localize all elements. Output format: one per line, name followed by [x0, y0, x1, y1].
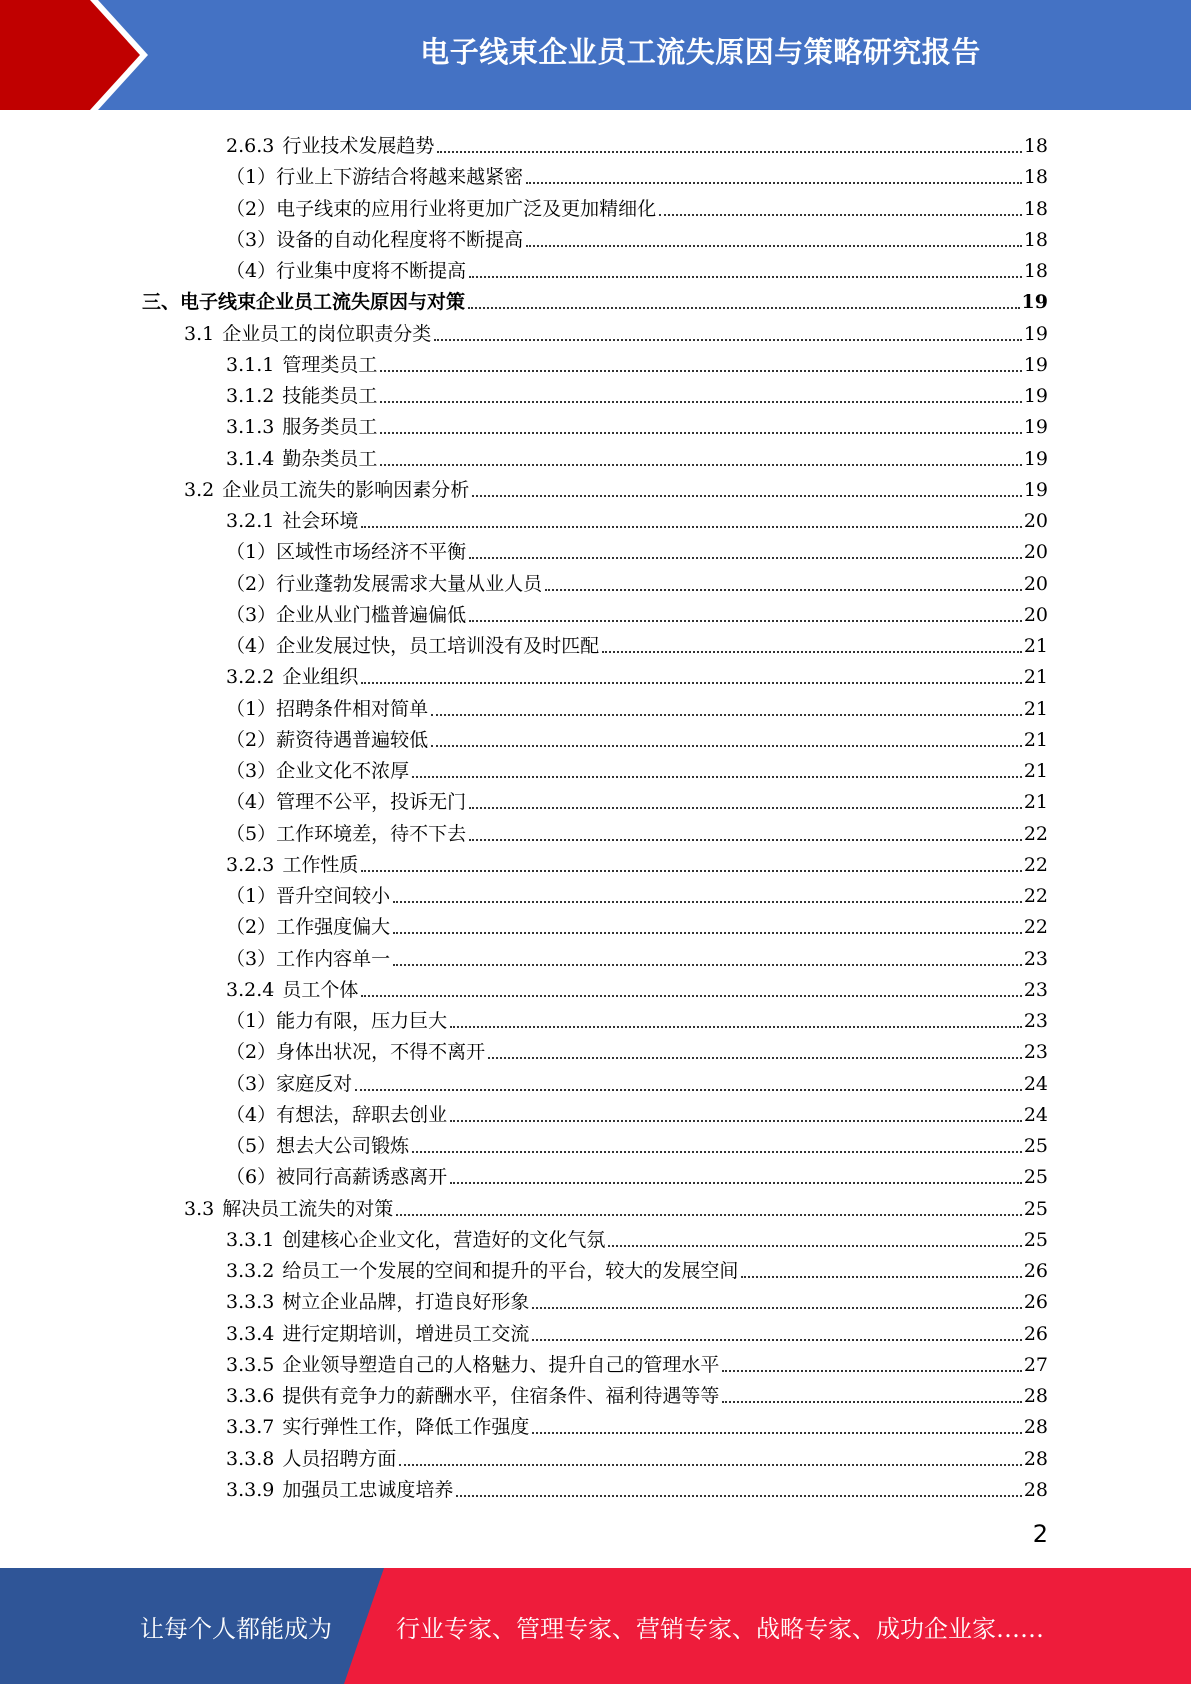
toc-entry-page: 28 — [1023, 1416, 1048, 1439]
toc-entry-page: 24 — [1023, 1103, 1048, 1126]
toc-entry-title: （5）想去大公司锻炼 — [226, 1135, 410, 1157]
toc-entry[interactable] — [226, 596, 1048, 627]
toc-entry-number: 3.3 — [184, 1197, 215, 1220]
toc-entry[interactable] — [184, 471, 1048, 502]
toc-entry-page: 28 — [1023, 1447, 1048, 1470]
toc-entry-number: 3.3.1 — [226, 1228, 275, 1251]
toc-entry[interactable] — [226, 533, 1048, 564]
toc-entry[interactable] — [142, 283, 1048, 314]
toc-entry-page: 21 — [1023, 791, 1048, 814]
toc-dot-leader — [434, 339, 1022, 341]
toc-dot-leader — [361, 870, 1021, 872]
toc-entry-page: 22 — [1023, 916, 1048, 939]
toc-entry[interactable] — [226, 721, 1048, 752]
toc-entry-page: 19 — [1023, 322, 1048, 345]
toc-dot-leader — [412, 776, 1022, 778]
toc-entry[interactable] — [226, 1408, 1048, 1439]
toc-entry[interactable] — [226, 158, 1048, 189]
toc-entry-page: 18 — [1023, 228, 1048, 251]
toc-entry[interactable] — [226, 908, 1048, 939]
toc-entry[interactable] — [226, 252, 1048, 283]
toc-entry-page: 25 — [1023, 1197, 1048, 1220]
page-header — [0, 0, 1191, 110]
toc-entry[interactable] — [226, 1471, 1048, 1502]
toc-dot-leader — [431, 745, 1022, 747]
toc-entry-title: 企业员工流失的影响因素分析 — [222, 478, 470, 501]
header-title: 电子线束企业员工流失原因与策略研究报告 — [420, 34, 981, 69]
toc-entry[interactable] — [226, 127, 1048, 158]
toc-dot-leader — [393, 901, 1022, 903]
toc-entry[interactable] — [226, 1127, 1048, 1158]
toc-entry-title: 员工个体 — [282, 978, 359, 1001]
toc-entry[interactable] — [226, 877, 1048, 908]
toc-dot-leader — [380, 464, 1021, 466]
toc-dot-leader — [526, 245, 1022, 247]
toc-dot-leader — [608, 1245, 1021, 1247]
toc-entry-page: 28 — [1023, 1385, 1048, 1407]
toc-entry-title: （3）企业从业门槛普遍偏低 — [226, 603, 467, 626]
toc-entry-number: 3.2.4 — [226, 978, 275, 1001]
toc-dot-leader — [450, 1182, 1022, 1184]
toc-entry-number: 3.1.2 — [226, 385, 275, 407]
toc-entry[interactable] — [226, 1002, 1048, 1033]
toc-entry-page: 18 — [1023, 197, 1048, 220]
toc-entry-page: 28 — [1023, 1478, 1048, 1501]
toc-dot-leader — [659, 214, 1022, 216]
toc-entry-page: 22 — [1023, 853, 1048, 876]
toc-entry-page: 26 — [1023, 1291, 1048, 1314]
toc-entry[interactable] — [226, 221, 1048, 252]
toc-entry-title: （3）设备的自动化程度将不断提高 — [226, 228, 524, 251]
toc-entry-title: 勤杂类员工 — [282, 447, 378, 470]
toc-entry[interactable] — [226, 440, 1048, 471]
toc-entry[interactable] — [226, 752, 1048, 783]
toc-entry-title: 实行弹性工作，降低工作强度 — [282, 1416, 530, 1439]
toc-entry[interactable] — [226, 690, 1048, 721]
toc-entry-number: 3.1.3 — [226, 416, 275, 439]
toc-dot-leader — [472, 495, 1022, 497]
toc-dot-leader — [393, 932, 1022, 934]
toc-dot-leader — [361, 682, 1021, 684]
toc-entry-page: 22 — [1023, 822, 1048, 845]
toc-dot-leader — [722, 1401, 1021, 1403]
toc-entry-number: 3.1 — [184, 322, 215, 345]
toc-entry-title: 行业技术发展趋势 — [282, 135, 435, 157]
page-number: 2 — [1032, 1520, 1048, 1548]
toc-entry-page: 21 — [1023, 760, 1048, 782]
toc-dot-leader — [532, 1307, 1021, 1309]
toc-entry-title: 技能类员工 — [282, 385, 378, 407]
toc-entry-page: 20 — [1023, 572, 1048, 595]
toc-entry-page: 25 — [1023, 1166, 1048, 1189]
toc-entry-title: 服务类员工 — [282, 416, 378, 439]
toc-entry-title: （4）管理不公平，投诉无门 — [226, 791, 467, 814]
toc-entry-title: （2）电子线束的应用行业将更加广泛及更加精细化 — [226, 197, 657, 220]
toc-entry-page: 25 — [1023, 1135, 1048, 1157]
toc-entry-title: （4）有想法，辞职去创业 — [226, 1103, 448, 1126]
toc-entry[interactable] — [184, 315, 1048, 346]
toc-entry[interactable] — [226, 815, 1048, 846]
toc-entry-page: 21 — [1023, 697, 1048, 720]
toc-dot-leader — [532, 1432, 1021, 1434]
toc-entry-title: 提供有竞争力的薪酬水平，住宿条件、福利待遇等等 — [282, 1385, 720, 1407]
toc-dot-leader — [412, 1151, 1022, 1153]
toc-entry-page: 19 — [1023, 447, 1048, 470]
toc-entry-number: 3.3.7 — [226, 1416, 275, 1439]
toc-entry[interactable] — [226, 408, 1048, 439]
toc-entry-title: （3）家庭反对 — [226, 1072, 353, 1095]
toc-dot-leader — [602, 651, 1022, 653]
toc-entry-title: （6）被同行高薪诱惑离开 — [226, 1166, 448, 1189]
toc-entry-page: 20 — [1023, 541, 1048, 564]
toc-entry[interactable] — [226, 971, 1048, 1002]
toc-entry-number: 3.3.8 — [226, 1447, 275, 1470]
toc-entry-number: 3.1.1 — [226, 353, 275, 376]
toc-entry-title: （2）身体出状况，不得不离开 — [226, 1041, 486, 1064]
toc-entry-number: 3.2 — [184, 478, 215, 501]
toc-entry[interactable] — [226, 346, 1048, 377]
toc-entry-title: 加强员工忠诚度培养 — [282, 1478, 454, 1501]
toc-entry-page: 23 — [1023, 1010, 1048, 1032]
toc-entry-page: 19 — [1023, 385, 1048, 407]
toc-entry[interactable] — [226, 502, 1048, 533]
page-footer — [0, 1568, 1191, 1684]
toc-entry-title: 人员招聘方面 — [282, 1447, 397, 1470]
toc-entry-page: 19 — [1023, 353, 1048, 376]
footer-slogan-right: 行业专家、管理专家、营销专家、战略专家、成功企业家…… — [396, 1614, 1044, 1643]
toc-entry-page: 27 — [1023, 1353, 1048, 1376]
toc-entry-number: 3.2.2 — [226, 666, 275, 689]
toc-entry[interactable] — [226, 565, 1048, 596]
toc-entry-title: 进行定期培训，增进员工交流 — [282, 1322, 530, 1345]
toc-entry-title: （1）能力有限，压力巨大 — [226, 1010, 448, 1032]
toc-entry[interactable] — [226, 658, 1048, 689]
toc-dot-leader — [469, 557, 1022, 559]
toc-dot-leader — [380, 432, 1021, 434]
toc-entry-page: 24 — [1023, 1072, 1048, 1095]
toc-entry-page: 21 — [1023, 635, 1048, 657]
toc-entry-page: 23 — [1023, 1041, 1048, 1064]
toc-dot-leader — [545, 589, 1022, 591]
toc-entry[interactable] — [226, 1346, 1048, 1377]
toc-entry-number: 3.3.2 — [226, 1260, 275, 1282]
toc-dot-leader — [741, 1276, 1021, 1278]
toc-entry[interactable] — [226, 1221, 1048, 1252]
toc-entry-page: 21 — [1023, 666, 1048, 689]
toc-entry-title: （3）企业文化不浓厚 — [226, 760, 410, 782]
toc-entry-number: 3.2.3 — [226, 853, 275, 876]
toc-entry-title: （2）薪资待遇普遍较低 — [226, 728, 429, 751]
toc-entry-page: 18 — [1023, 260, 1048, 282]
toc-entry-page: 19 — [1023, 478, 1048, 501]
toc-entry-title: （3）工作内容单一 — [226, 947, 391, 970]
toc-entry-title: （1）行业上下游结合将越来越紧密 — [226, 166, 524, 189]
toc-entry-title: （2）工作强度偏大 — [226, 916, 391, 939]
toc-entry-title: 创建核心企业文化，营造好的文化气氛 — [282, 1228, 606, 1251]
toc-entry-number: 3.3.6 — [226, 1385, 275, 1407]
toc-entry-page: 23 — [1023, 978, 1048, 1001]
toc-dot-leader — [380, 370, 1021, 372]
toc-dot-leader — [361, 995, 1021, 997]
toc-entry-title: 解决员工流失的对策 — [222, 1197, 394, 1220]
toc-entry[interactable] — [226, 783, 1048, 814]
toc-entry-page: 18 — [1023, 166, 1048, 189]
toc-entry-number: 3.3.3 — [226, 1291, 275, 1314]
toc-dot-leader — [431, 714, 1022, 716]
toc-dot-leader — [722, 1370, 1021, 1372]
toc-entry[interactable] — [226, 846, 1048, 877]
toc-entry-title: 工作性质 — [282, 853, 359, 876]
toc-dot-leader — [399, 1464, 1021, 1466]
toc-entry[interactable] — [226, 1440, 1048, 1471]
toc-entry-page: 21 — [1023, 728, 1048, 751]
toc-entry[interactable] — [226, 1377, 1048, 1408]
toc-entry[interactable] — [226, 1315, 1048, 1346]
toc-entry[interactable] — [226, 377, 1048, 408]
toc-entry-title: （1）招聘条件相对简单 — [226, 697, 429, 720]
toc-entry-page: 19 — [1023, 416, 1048, 439]
toc-entry-page: 19 — [1021, 291, 1048, 314]
toc-entry-title: 三、电子线束企业员工流失原因与对策 — [142, 291, 466, 314]
toc-dot-leader — [526, 182, 1022, 184]
toc-dot-leader — [437, 151, 1021, 153]
toc-entry-number: 3.3.9 — [226, 1478, 275, 1501]
toc-entry-title: 社会环境 — [282, 510, 359, 532]
toc-entry-page: 25 — [1023, 1228, 1048, 1251]
toc-entry[interactable] — [226, 1065, 1048, 1096]
toc-entry[interactable] — [226, 1033, 1048, 1064]
toc-entry[interactable] — [184, 1190, 1048, 1221]
toc-entry-title: （4）行业集中度将不断提高 — [226, 260, 467, 282]
toc-entry-title: （4）企业发展过快，员工培训没有及时匹配 — [226, 635, 600, 657]
toc-dot-leader — [450, 1026, 1022, 1028]
toc-entry-page: 26 — [1023, 1260, 1048, 1282]
toc-dot-leader — [532, 1339, 1021, 1341]
toc-dot-leader — [380, 401, 1021, 403]
toc-dot-leader — [393, 964, 1022, 966]
toc-dot-leader — [488, 1057, 1022, 1059]
toc-dot-leader — [355, 1089, 1022, 1091]
footer-slogan-left: 让每个人都能成为 — [140, 1614, 332, 1643]
toc-entry-number: 3.3.4 — [226, 1322, 275, 1345]
toc-entry-title: 企业员工的岗位职责分类 — [222, 322, 432, 345]
toc-entry[interactable] — [226, 1283, 1048, 1314]
toc-dot-leader — [469, 807, 1022, 809]
toc-entry[interactable] — [226, 1096, 1048, 1127]
toc-entry-page: 18 — [1023, 135, 1048, 157]
toc-entry-page: 23 — [1023, 947, 1048, 970]
toc-entry[interactable] — [226, 1158, 1048, 1189]
toc-entry-number: 3.1.4 — [226, 447, 275, 470]
toc-dot-leader — [396, 1214, 1022, 1216]
toc-dot-leader — [361, 526, 1021, 528]
toc-dot-leader — [468, 307, 1020, 309]
toc-entry-title: （2）行业蓬勃发展需求大量从业人员 — [226, 572, 543, 595]
toc-entry-number: 2.6.3 — [226, 135, 275, 157]
toc-entry[interactable] — [226, 627, 1048, 658]
toc-dot-leader — [456, 1495, 1021, 1497]
toc-entry-title: （1）区域性市场经济不平衡 — [226, 541, 467, 564]
toc-entry-page: 20 — [1023, 510, 1048, 532]
toc-dot-leader — [469, 620, 1022, 622]
toc-entry-page: 22 — [1023, 885, 1048, 907]
toc-entry-title: 企业领导塑造自己的人格魅力、提升自己的管理水平 — [282, 1353, 720, 1376]
toc-entry-page: 26 — [1023, 1322, 1048, 1345]
toc-dot-leader — [469, 839, 1022, 841]
toc-dot-leader — [450, 1120, 1022, 1122]
toc-entry-number: 3.2.1 — [226, 510, 275, 532]
toc-entry-title: 管理类员工 — [282, 353, 378, 376]
toc-entry[interactable] — [226, 190, 1048, 221]
toc-entry-title: （1）晋升空间较小 — [226, 885, 391, 907]
toc-entry-number: 3.3.5 — [226, 1353, 275, 1376]
toc-entry-title: 树立企业品牌，打造良好形象 — [282, 1291, 530, 1314]
toc-entry-title: 给员工一个发展的空间和提升的平台，较大的发展空间 — [282, 1260, 739, 1282]
toc-entry-title: 企业组织 — [282, 666, 359, 689]
toc-entry-title: （5）工作环境差，待不下去 — [226, 822, 467, 845]
toc-dot-leader — [469, 276, 1022, 278]
toc-entry-page: 20 — [1023, 603, 1048, 626]
toc-entry[interactable] — [226, 1252, 1048, 1283]
toc-entry[interactable] — [226, 940, 1048, 971]
